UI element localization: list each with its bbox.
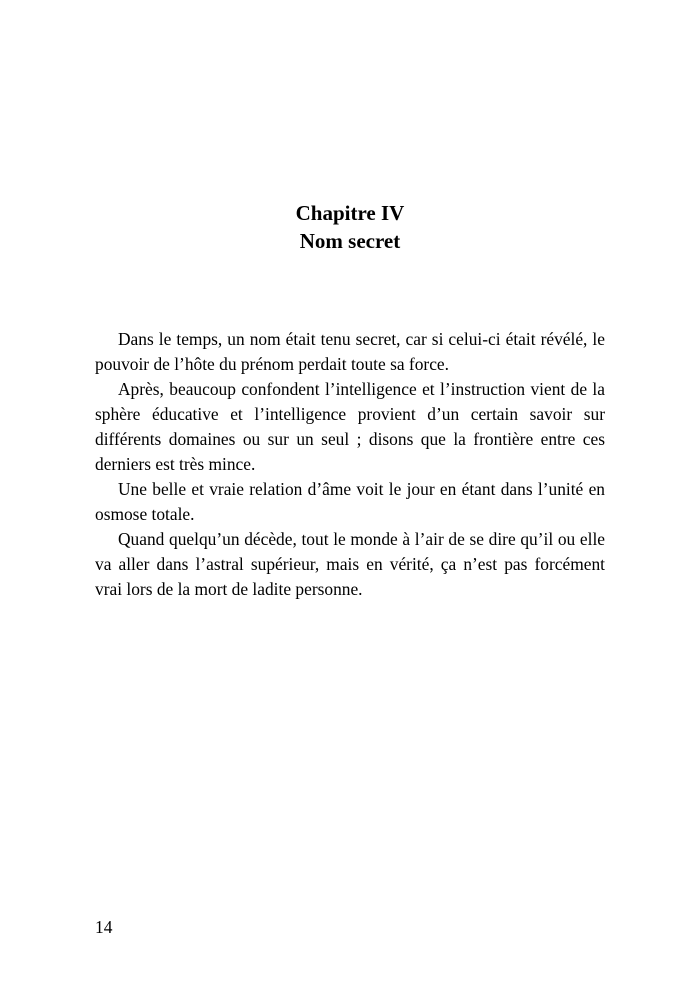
- chapter-title: Nom secret: [299, 229, 401, 253]
- paragraph: Après, beaucoup confondent l’intelligence et l’instruction vient de la sphère éducative et l’intelligence provient d’un certain savoir sur différents domaines ou sur un seul ; disons que la frontière entre ces derniers est très mince.: [95, 379, 605, 474]
- paragraph: Quand quelqu’un décède, tout le monde à l’air de se dire qu’il ou elle va aller dans l’astral supérieur, mais en vérité, ça n’est pas forcément vrai lors de la mort de ladite personne.: [95, 529, 605, 599]
- chapter-number: Chapitre IV: [295, 201, 405, 225]
- paragraph: Dans le temps, un nom était tenu secret, car si celui-ci était révélé, le pouvoir de l’hôte du prénom perdait toute sa force.: [95, 329, 605, 374]
- page-number: 14: [95, 917, 113, 937]
- chapter-body: [95, 327, 605, 602]
- paragraph: Une belle et vraie relation d’âme voit le jour en étant dans l’unité en osmose totale.: [95, 479, 605, 524]
